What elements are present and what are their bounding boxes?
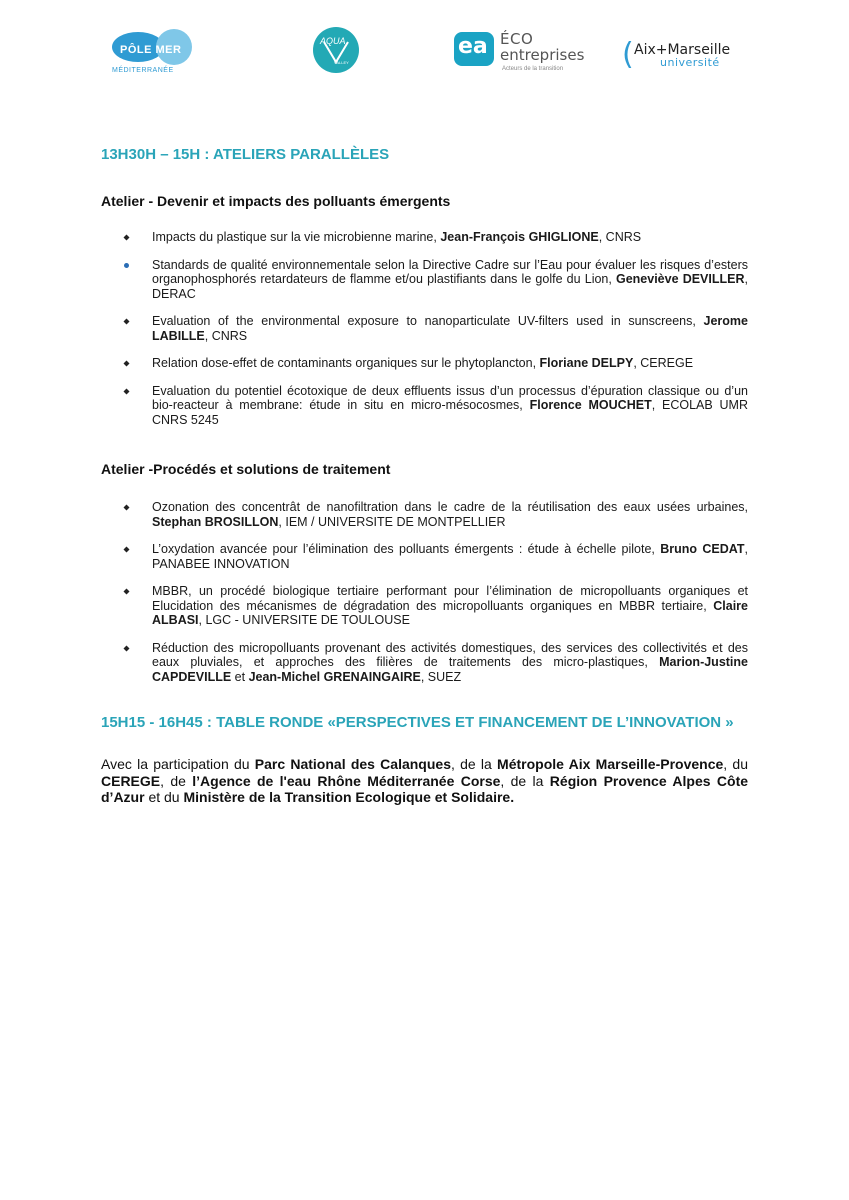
eco-entreprises-logo-tagline: Acteurs de la transition — [502, 66, 564, 72]
bullet-icon — [124, 263, 129, 268]
roundtable-participants — [101, 742, 748, 806]
list-item-affiliation: , ECOLAB UMR CNRS 5245 — [152, 398, 748, 427]
list-item-speaker: Jerome LABILLE — [152, 314, 748, 343]
pole-mer-logo — [108, 22, 198, 78]
eco-entreprises-logo — [452, 22, 585, 78]
list-item-text: Impacts du plastique sur la vie microbienne marine, — [152, 230, 441, 244]
atelier-2-title: Atelier -Procédés et solutions de traitement — [101, 461, 391, 477]
list-item-text: Evaluation of the environmental exposure to nanoparticulate UV-filters used in sunscreens, — [152, 314, 704, 328]
eco-entreprises-logo-mark: ea — [458, 34, 488, 59]
list-item — [100, 641, 748, 685]
list-item — [100, 230, 748, 245]
roundtable-text: , du — [723, 756, 748, 772]
roundtable-text: , de la — [450, 756, 498, 772]
atelier-1-title: Atelier - Devenir et impacts des polluants émergents — [101, 193, 451, 209]
bullet-icon — [123, 360, 129, 366]
roundtable-org: Ministère de la Transition Ecologique et Solidaire. — [183, 789, 515, 805]
list-item-speaker: Marion-Justine CAPDEVILLE — [152, 655, 748, 684]
list-item-text: Relation dose-effet de contaminants organiques sur le phytoplancton, — [152, 356, 540, 370]
list-item-speaker: Claire ALBASI — [152, 598, 748, 627]
list-item-affiliation: , PANABEE INNOVATION — [152, 542, 748, 571]
aix-marseille-universite-logo-line2: université — [660, 56, 720, 69]
list-item-affiliation: , CNRS — [598, 230, 642, 244]
bullet-icon — [123, 504, 129, 510]
list-item-text: Evaluation du potentiel écotoxique de deux effluents issus d’un processus d’épuration classique ou d’un bio-reacteur à membrane: étude in situ en micro-mésocosmes, — [152, 383, 748, 412]
list-item-affiliation: , SUEZ — [420, 669, 462, 684]
list-item-connector: et — [231, 669, 249, 684]
roundtable-text: et du — [144, 789, 184, 805]
roundtable-org: Région Provence Alpes Côte d’Azur — [101, 772, 749, 805]
logo-bar — [0, 22, 849, 82]
aix-marseille-universite-logo-line1: Aix+Marseille — [634, 42, 731, 58]
atelier-2-list — [100, 500, 748, 684]
list-item — [100, 356, 748, 371]
list-item-text: L’oxydation avancée pour l’élimination des polluants émergents : étude à échelle pilote, — [152, 542, 661, 556]
roundtable-text: , de la — [500, 772, 550, 789]
atelier-1-list — [100, 230, 748, 427]
list-item-speaker-2: Jean-Michel GRENAINGAIRE — [248, 669, 421, 684]
list-item-affiliation: , CEREGE — [633, 356, 694, 370]
bullet-icon — [123, 645, 129, 651]
list-item-affiliation: , IEM / UNIVERSITE DE MONTPELLIER — [278, 514, 506, 529]
list-item — [100, 584, 748, 628]
roundtable-org: Métropole Aix Marseille-Provence — [497, 756, 724, 772]
aqua-valley-logo — [310, 22, 362, 78]
list-item-affiliation: , DERAC — [152, 272, 748, 301]
roundtable-text: Avec la participation du — [101, 756, 255, 772]
list-item-text: Réduction des micropolluants provenant des activités domestiques, des services des collectivités et des eaux pluviales, et approches des filières de traitements des micro-plastiques, — [152, 640, 748, 669]
bullet-icon — [123, 588, 129, 594]
eco-entreprises-logo-line2: entreprises — [500, 46, 585, 64]
list-item-speaker: Stephan BROSILLON — [152, 514, 279, 529]
aqua-valley-logo-sub: VALLEY — [334, 60, 349, 65]
roundtable-org: l’Agence de l'eau Rhône Méditerranée Corse — [192, 772, 501, 789]
bullet-icon — [123, 388, 129, 394]
list-item — [100, 500, 748, 529]
list-item — [100, 384, 748, 428]
list-item-speaker: Jean-François GHIGLIONE — [440, 230, 599, 244]
eco-entreprises-logo-line1: ÉCO — [500, 30, 534, 48]
list-item — [100, 542, 748, 571]
section-title-ateliers: 13H30H – 15H : ATELIERS PARALLÈLES — [101, 146, 390, 163]
list-item-speaker: Floriane DELPY — [539, 356, 634, 370]
amu-bracket-icon: ( — [622, 37, 634, 72]
pole-mer-logo-word: PÔLE MER — [120, 44, 182, 56]
aqua-valley-logo-word: AQUA — [320, 36, 346, 46]
roundtable-org: Parc National des Calanques — [254, 756, 451, 772]
list-item — [100, 314, 748, 343]
list-item — [100, 258, 748, 302]
roundtable-org: CEREGE — [101, 772, 161, 789]
list-item-text: Ozonation des concentrât de nanofiltration dans le cadre de la réutilisation des eaux usées urbaines, — [152, 500, 748, 514]
list-item-speaker: Bruno CEDAT — [660, 542, 745, 556]
list-item-affiliation: , LGC - UNIVERSITE DE TOULOUSE — [198, 613, 410, 627]
list-item-speaker: Geneviève DEVILLER — [616, 272, 745, 286]
list-item-text: MBBR, un procédé biologique tertiaire performant pour l’élimination de micropolluants organiques et Elucidation des mécanismes de dégradation des micropolluants organiques en MBBR tertiaire, — [152, 584, 748, 613]
bullet-icon — [123, 546, 129, 552]
pole-mer-logo-sub: MÉDITERRANÉE — [112, 67, 174, 74]
list-item-speaker: Florence MOUCHET — [529, 398, 652, 412]
bullet-icon — [123, 318, 129, 324]
bullet-icon — [123, 234, 129, 240]
roundtable-text: , de — [160, 772, 193, 789]
section-title-table-ronde: 15H15 - 16H45 : TABLE RONDE «PERSPECTIVES ET FINANCEMENT DE L’INNOVATION » — [101, 714, 734, 731]
aix-marseille-universite-logo — [620, 22, 730, 78]
list-item-text: Standards de qualité environnementale selon la Directive Cadre sur l’Eau pour évaluer les risques d’esters organophosphorés retardateurs de flamme et/ou plastifiants dans le golfe du Lion, — [152, 257, 748, 286]
list-item-affiliation: , CNRS — [204, 328, 248, 343]
